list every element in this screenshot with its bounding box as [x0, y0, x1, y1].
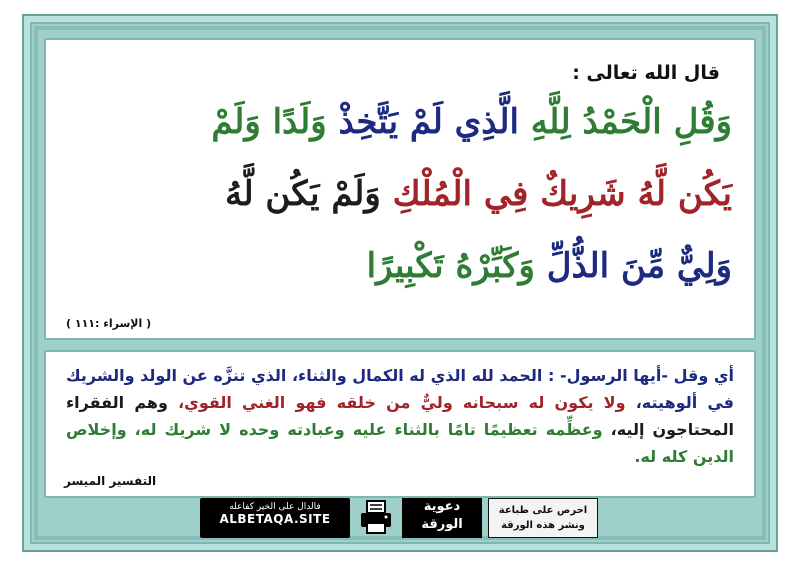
footer-site-box: [200, 498, 350, 538]
verse-panel: [44, 38, 756, 340]
verse-segment: الَّذِي لَمْ يَتَّخِذْ: [326, 102, 531, 142]
site-url[interactable]: ALBETAQA.SITE: [219, 512, 331, 526]
verse-line-2: [68, 174, 732, 215]
tafsir-segment: وهم الفقراء المحتاجون إليه،: [66, 393, 735, 439]
logo: [402, 498, 482, 538]
tafsir-panel: [44, 350, 756, 498]
print-note-line-2: ونشر هذه الورقة: [501, 520, 585, 531]
tafsir-text: [66, 362, 734, 470]
logo-line-2: الورقة: [421, 517, 463, 532]
tafsir-segment: ولا يكون له سبحانه وليٌّ من خلقه فهو الغني القوي،: [167, 393, 626, 412]
verse-line-1: [68, 102, 732, 143]
verse-segment: وَكَبِّرْهُ تَكْبِيرًا: [366, 246, 535, 286]
verse-segment: وَلَدًا وَلَمْ: [211, 102, 327, 142]
verse-segment: يَكُن لَّهُ شَرِيكٌ فِي الْمُلْكِ: [392, 174, 732, 214]
verse-segment: وَقُلِ الْحَمْدُ لِلَّهِ: [530, 102, 732, 142]
tafsir-segment: أي وقل -أيها الرسول- : الحمد لله الذي له الكمال والثناء، الذي تنزَّه عن الولد والشريك في ألوهيته،: [66, 366, 735, 412]
printer-icon: [358, 498, 394, 538]
verse-line-3: [68, 246, 732, 287]
verse-reference: ( الإسراء :١١١ ): [66, 317, 152, 330]
verse-segment: وَلَمْ يَكُن لَّهُ: [224, 174, 393, 214]
verse-segment: وَلِيٌّ مِّنَ الذُّلِّ: [534, 246, 732, 286]
footer-print-note: [488, 498, 598, 538]
tafsir-segment: وعظِّمه تعظيمًا تامًا بالثناء عليه وعبادته وحده لا شريك له، وإخلاص الدين كله له.: [66, 420, 734, 466]
verse-intro: قال الله تعالى :: [572, 62, 720, 84]
logo-line-1: دعوية: [423, 499, 461, 514]
tafsir-source: التفسير الميسر: [64, 474, 157, 488]
print-note-line-1: احرص على طباعة: [498, 505, 588, 516]
footer-proverb: فالدال على الخير كفاعله: [229, 502, 321, 512]
